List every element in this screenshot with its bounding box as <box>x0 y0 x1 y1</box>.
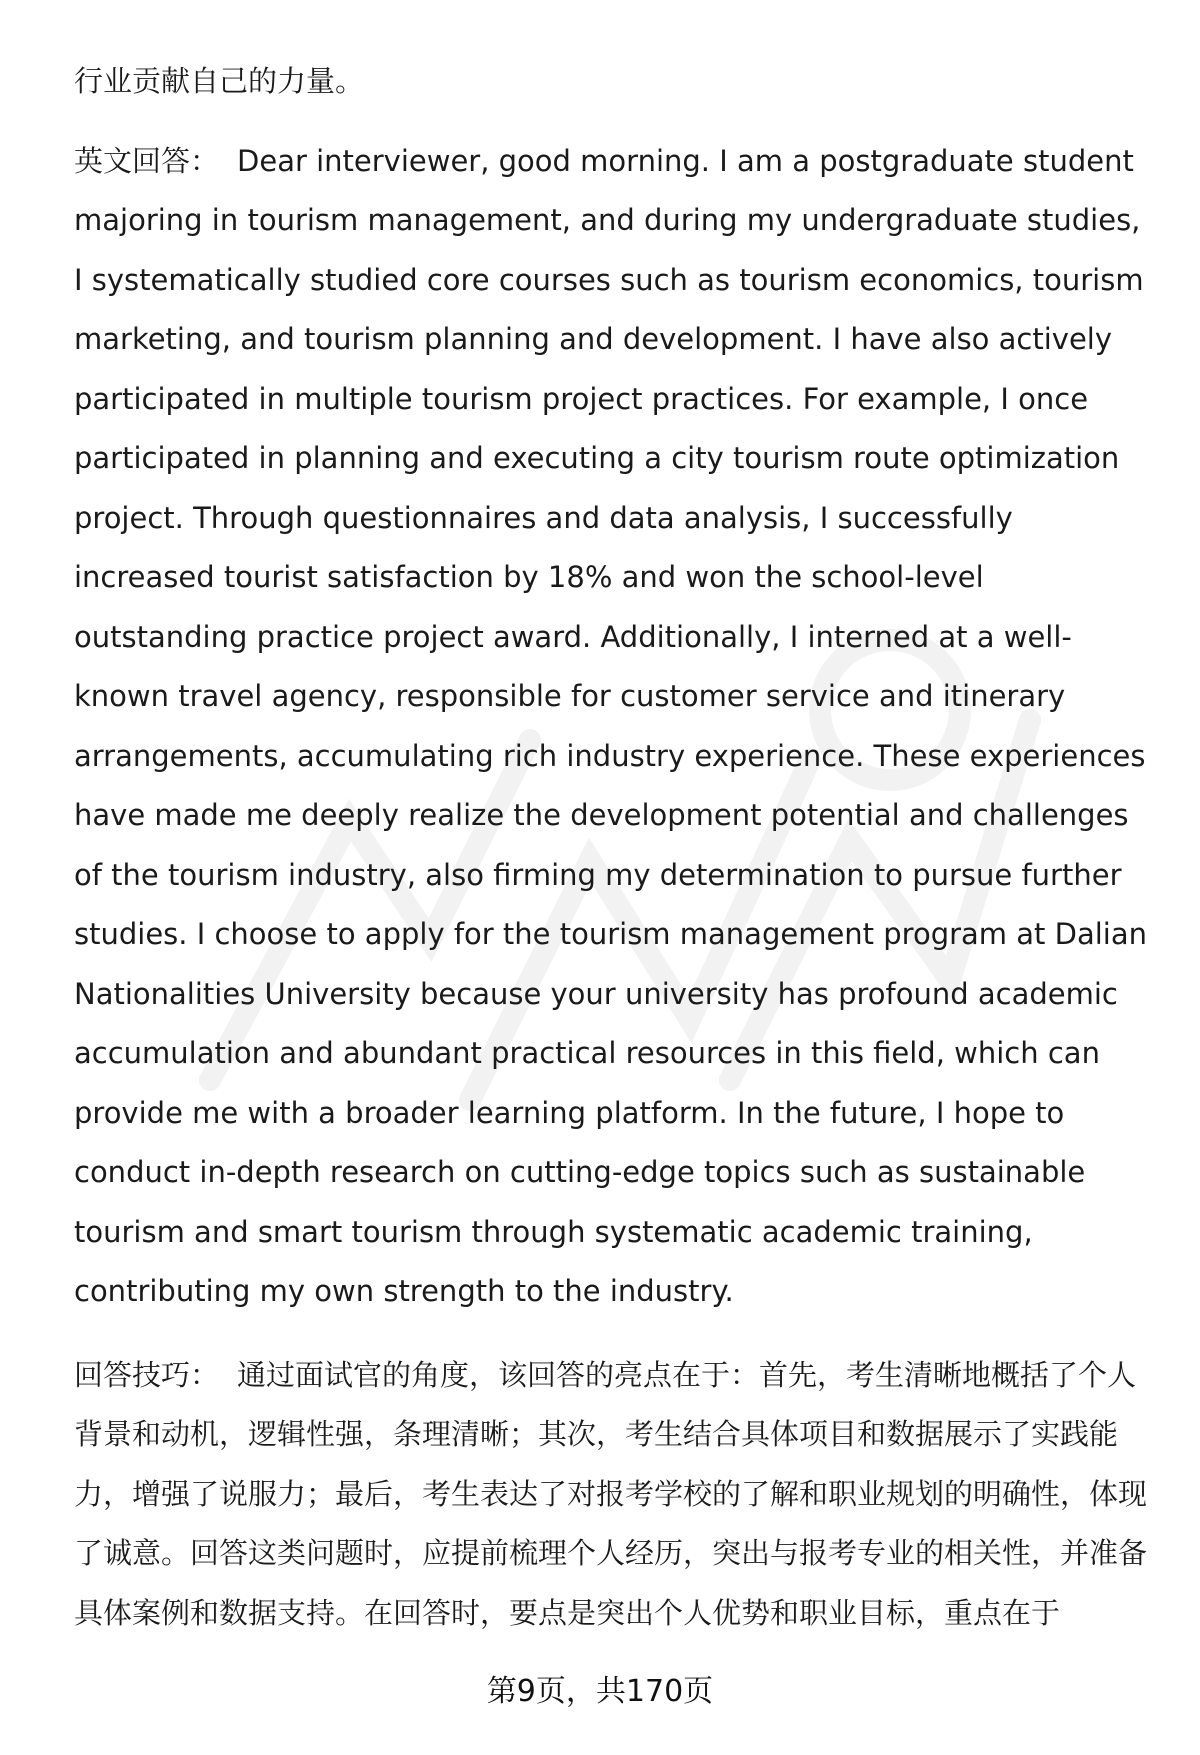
answer-tips-text: 通过面试官的角度，该回答的亮点在于：首先，考生清晰地概括了个人背景和动机，逻辑性强，条理清晰；其次，考生结合具体项目和数据展示了实践能力，增强了说服力；最后，考生表达了对报考学校的了解和职业规划的明确性，体现了诚意。回答这类问题时，应提前梳理个人经历，突出与报考专业的相关性，并准备具体案例和数据支持。在回答时，要点是突出个人优势和职业目标，重点在于 <box>74 1357 1148 1630</box>
page-content <box>74 52 1154 1643</box>
page-number: 第9页，共170页 <box>486 1674 714 1709</box>
intro-line: 行业贡献自己的力量。 <box>74 64 365 98</box>
english-answer-text: Dear interviewer, good morning. I am a postgraduate student majoring in tourism management, and during my undergraduate studies, I systematically studied core courses such as tourism economics, tourism marketing, and tourism planning and development. I have also actively participated in multiple tourism project practices. For example, I once participated in planning and executing a city tourism route optimization project. Through questionnaires and data analysis, I successfully increased tourist satisfaction by 18% and won the school-level outstanding practice project award. Additionally, I interned at a well-known travel agency, responsible for customer service and itinerary arrangements, accumulating rich industry experience. These experiences have made me deeply realize the development potential and challenges of the tourism industry, also firming my determination to pursue further studies. I choose to apply for the tourism management program at Dalian Nationalities University because your university has profound academic accumulation and abundant practical resources in this field, which can provide me with a broader learning platform. In the future, I hope to conduct in-depth research on cutting-edge topics such as sustainable tourism and smart tourism through systematic academic training, contributing my own strength to the industry. <box>74 143 1147 1308</box>
page-footer <box>0 1672 1200 1712</box>
english-answer-paragraph <box>74 132 1154 1322</box>
answer-tips-paragraph <box>74 1346 1154 1644</box>
english-answer-label: 英文回答： <box>74 143 220 178</box>
answer-tips-label: 回答技巧： <box>74 1357 220 1392</box>
